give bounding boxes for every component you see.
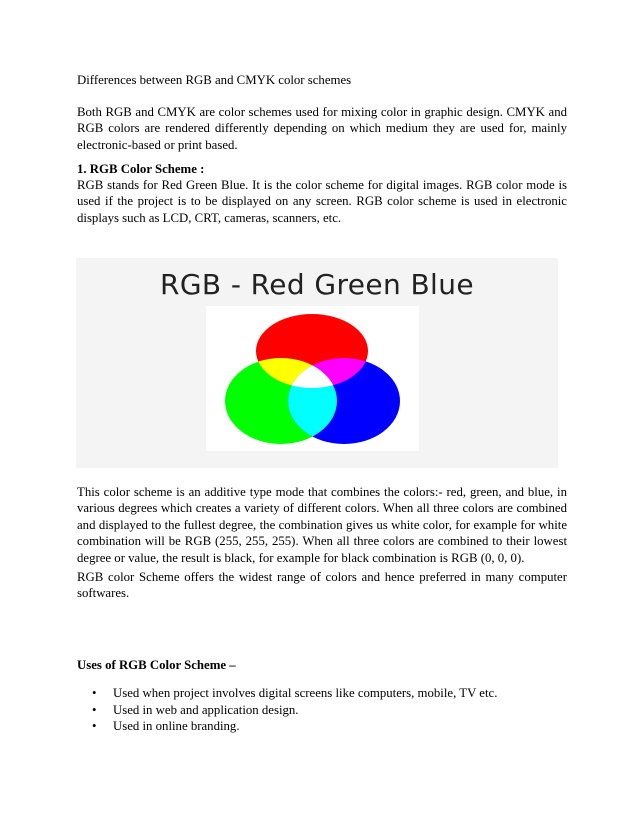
color-range-paragraph: RGB color Scheme offers the widest range of colors and hence preferred in many computer softwares. [77,570,567,601]
additive-mode-paragraph: This color scheme is an additive type mode that combines the colors:- red, green, and blue, in various degrees which creates a variety of different colors. When all three colors are combined and displayed to the fullest degree, the combination gives us white color, for example for white combination will be RGB (255, 255, 255). When all three colors are combined to their lowest degree or value, the result is black, for example for black combination is RGB (0, 0, 0). [77,485,567,565]
figure-caption: RGB - Red Green Blue [159,268,475,301]
rgb-definition-paragraph: RGB stands for Red Green Blue. It is the color scheme for digital images. RGB color mode is used if the project is to be displayed on any screen. RGB color scheme is used in electronic displays such as LCD, CRT, cameras, scanners, etc. [77,178,567,225]
document-title: Differences between RGB and CMYK color schemes [77,73,352,87]
list-item [77,718,567,735]
rgb-section-heading: 1. RGB Color Scheme : [77,162,205,176]
intro-paragraph: Both RGB and CMYK are color schemes used for mixing color in graphic design. CMYK and RGB colors are rendered differently depending on which medium they are used for, mainly electronic-based or print based. [77,105,567,152]
list-item-text: Used in web and application design. [113,702,299,717]
list-item [77,685,567,702]
bullet-icon: • [92,686,97,700]
bullet-icon: • [92,719,97,734]
venn-diagram-panel [206,306,419,451]
uses-heading: Uses of RGB Color Scheme – [77,658,236,672]
list-item [77,702,567,719]
rgb-figure [76,258,558,468]
uses-list [77,685,567,735]
bullet-icon: • [92,702,97,717]
rgb-venn-diagram [206,306,419,451]
list-item-text: Used when project involves digital screens like computers, mobile, TV etc. [113,686,498,700]
list-item-text: Used in online branding. [113,719,240,734]
